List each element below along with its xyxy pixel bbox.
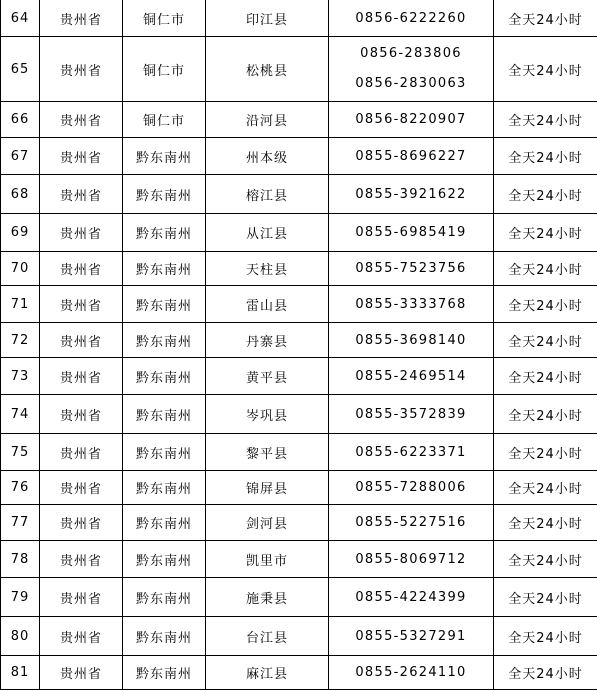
table-row [1,656,597,690]
county-cell: 麻江县 [206,656,329,690]
hours-cell: 全天24小时 [494,252,597,286]
row-number: 64 [1,0,40,37]
hours-cell: 全天24小时 [494,471,597,505]
table-row [1,138,597,175]
row-number: 78 [1,541,40,578]
row-number: 72 [1,323,40,358]
row-number: 75 [1,434,40,471]
county-cell: 凯里市 [206,541,329,578]
hours-cell: 全天24小时 [494,286,597,323]
row-number: 73 [1,358,40,395]
hours-cell: 全天24小时 [494,395,597,434]
city-cell: 铜仁市 [123,37,206,102]
province-cell: 贵州省 [40,578,123,617]
county-cell: 剑河县 [206,505,329,541]
phone-cell: 0855-3921622 [329,175,494,214]
table-row [1,286,597,323]
phone-cell: 0855-3698140 [329,323,494,358]
table-row [1,578,597,617]
row-number: 65 [1,37,40,102]
county-cell: 黎平县 [206,434,329,471]
hours-cell: 全天24小时 [494,358,597,395]
province-cell: 贵州省 [40,434,123,471]
city-cell: 黔东南州 [123,286,206,323]
county-cell: 施秉县 [206,578,329,617]
table-row [1,434,597,471]
city-cell: 黔东南州 [123,434,206,471]
table-row [1,252,597,286]
city-cell: 黔东南州 [123,358,206,395]
row-number: 81 [1,656,40,690]
table-row [1,0,597,37]
city-cell: 黔东南州 [123,395,206,434]
table-row [1,214,597,252]
phone-cell: 0855-5227516 [329,505,494,541]
province-cell: 贵州省 [40,505,123,541]
hotline-table-body [1,0,597,690]
city-cell: 黔东南州 [123,656,206,690]
province-cell: 贵州省 [40,471,123,505]
hours-cell: 全天24小时 [494,617,597,656]
province-cell: 贵州省 [40,656,123,690]
county-cell: 雷山县 [206,286,329,323]
province-cell: 贵州省 [40,102,123,138]
city-cell: 铜仁市 [123,0,206,37]
table-row [1,37,597,102]
phone-cell [329,37,494,102]
province-cell: 贵州省 [40,214,123,252]
province-cell: 贵州省 [40,358,123,395]
county-cell: 锦屏县 [206,471,329,505]
table-row [1,323,597,358]
table-row [1,505,597,541]
table-row [1,395,597,434]
county-cell: 沿河县 [206,102,329,138]
county-cell: 台江县 [206,617,329,656]
province-cell: 贵州省 [40,286,123,323]
hours-cell: 全天24小时 [494,102,597,138]
phone-cell: 0855-8696227 [329,138,494,175]
phone-cell: 0855-6985419 [329,214,494,252]
phone-cell: 0856-8220907 [329,102,494,138]
phone-cell: 0855-7288006 [329,471,494,505]
hours-cell: 全天24小时 [494,505,597,541]
province-cell: 贵州省 [40,395,123,434]
row-number: 76 [1,471,40,505]
table-row [1,471,597,505]
city-cell: 黔东南州 [123,323,206,358]
hours-cell: 全天24小时 [494,578,597,617]
province-cell: 贵州省 [40,323,123,358]
table-row [1,617,597,656]
phone-line: 0856-283806 [329,39,493,69]
hours-cell: 全天24小时 [494,138,597,175]
county-cell: 从江县 [206,214,329,252]
row-number: 77 [1,505,40,541]
phone-cell: 0855-2624110 [329,656,494,690]
hours-cell: 全天24小时 [494,214,597,252]
city-cell: 黔东南州 [123,617,206,656]
hours-cell: 全天24小时 [494,323,597,358]
county-cell: 岑巩县 [206,395,329,434]
hours-cell: 全天24小时 [494,434,597,471]
county-cell: 松桃县 [206,37,329,102]
city-cell: 黔东南州 [123,252,206,286]
province-cell: 贵州省 [40,252,123,286]
hours-cell: 全天24小时 [494,175,597,214]
county-cell: 丹寨县 [206,323,329,358]
city-cell: 黔东南州 [123,578,206,617]
county-cell: 黄平县 [206,358,329,395]
province-cell: 贵州省 [40,37,123,102]
row-number: 67 [1,138,40,175]
hours-cell: 全天24小时 [494,541,597,578]
province-cell: 贵州省 [40,0,123,37]
city-cell: 黔东南州 [123,175,206,214]
phone-cell: 0855-3333768 [329,286,494,323]
row-number: 66 [1,102,40,138]
county-cell: 印江县 [206,0,329,37]
row-number: 68 [1,175,40,214]
phone-cell: 0855-5327291 [329,617,494,656]
city-cell: 黔东南州 [123,471,206,505]
city-cell: 黔东南州 [123,214,206,252]
county-cell: 天柱县 [206,252,329,286]
row-number: 80 [1,617,40,656]
phone-cell: 0855-4224399 [329,578,494,617]
table-row [1,102,597,138]
phone-cell: 0855-2469514 [329,358,494,395]
phone-cell: 0855-8069712 [329,541,494,578]
row-number: 70 [1,252,40,286]
row-number: 69 [1,214,40,252]
hours-cell: 全天24小时 [494,0,597,37]
phone-cell: 0856-6222260 [329,0,494,37]
row-number: 79 [1,578,40,617]
phone-cell: 0855-6223371 [329,434,494,471]
county-cell: 州本级 [206,138,329,175]
table-row [1,541,597,578]
phone-cell: 0855-3572839 [329,395,494,434]
phone-cell: 0855-7523756 [329,252,494,286]
hours-cell: 全天24小时 [494,656,597,690]
city-cell: 黔东南州 [123,505,206,541]
province-cell: 贵州省 [40,617,123,656]
hours-cell: 全天24小时 [494,37,597,102]
city-cell: 铜仁市 [123,102,206,138]
province-cell: 贵州省 [40,175,123,214]
row-number: 74 [1,395,40,434]
row-number: 71 [1,286,40,323]
city-cell: 黔东南州 [123,138,206,175]
province-cell: 贵州省 [40,138,123,175]
table-row [1,175,597,214]
city-cell: 黔东南州 [123,541,206,578]
table-row [1,358,597,395]
phone-line: 0856-2830063 [329,69,493,99]
province-cell: 贵州省 [40,541,123,578]
county-cell: 榕江县 [206,175,329,214]
